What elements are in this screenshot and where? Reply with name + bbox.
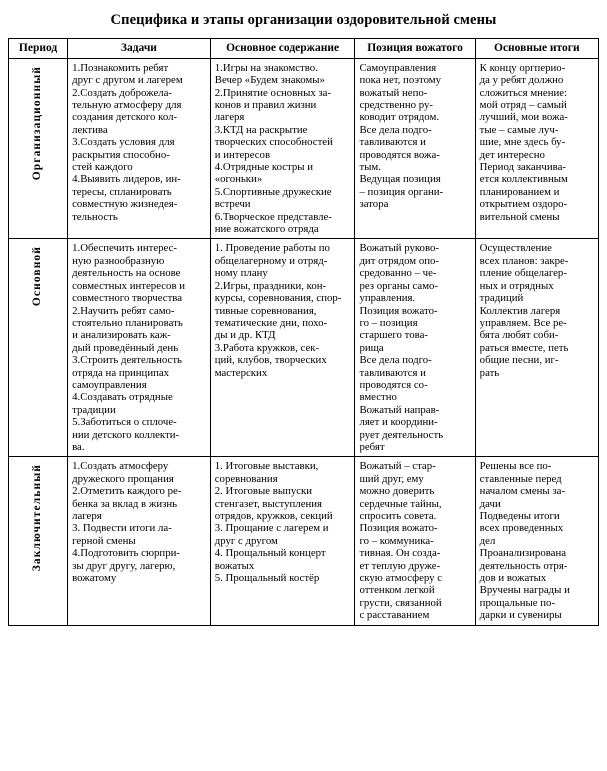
text-line: началом смены за- xyxy=(479,485,566,498)
results-cell xyxy=(475,239,598,457)
text-line: конов и правил жизни xyxy=(214,99,317,111)
text-line: рать xyxy=(479,366,500,379)
text-line: ет теплую друже- xyxy=(359,559,441,572)
period-label: Организационный xyxy=(31,65,44,181)
content-text xyxy=(215,460,351,584)
text-line: ребят xyxy=(359,440,385,453)
tasks-text xyxy=(72,62,206,223)
text-line: 1.Создать атмосферу xyxy=(72,460,169,473)
text-line: 3.Строить деятельность xyxy=(72,354,182,367)
text-line: 4.Создавать отрядные xyxy=(72,391,173,404)
text-line: средованно – че- xyxy=(359,267,437,280)
text-line: совместную жизнедея- xyxy=(72,198,178,211)
content-text xyxy=(215,242,351,378)
text-line: бенка за вклад в жизнь xyxy=(72,497,178,510)
text-line: совместных интересов и xyxy=(72,279,186,292)
text-line: мастерских xyxy=(214,366,268,379)
text-line: ние вожатского отряда xyxy=(214,223,319,236)
text-line: Позиция вожато- xyxy=(359,304,438,317)
text-line: творческих способностей xyxy=(214,136,333,149)
text-line: 1.Познакомить ребят xyxy=(72,61,169,74)
text-line: раскрытия способно- xyxy=(72,148,170,161)
text-line: Период заканчива- xyxy=(479,161,566,174)
table-row xyxy=(9,239,599,457)
position-cell xyxy=(355,58,475,239)
content-cell xyxy=(210,58,355,239)
text-line: самоуправления xyxy=(72,378,147,391)
text-line: ший друг, ему xyxy=(359,472,424,485)
text-line: открытием оздоро- xyxy=(479,198,568,211)
text-line: ва. xyxy=(72,440,85,453)
text-line: ций, клубов, творческих xyxy=(214,354,327,367)
text-line: 1.Обеспечить интерес- xyxy=(72,242,177,255)
text-line: оттенком легкой xyxy=(359,584,435,597)
text-line: 4.Отрядные костры и xyxy=(214,161,314,174)
text-line: лучший, мои вожа- xyxy=(479,111,568,124)
text-line: 5.Заботиться о сплоче- xyxy=(72,416,177,429)
text-line: с расставанием xyxy=(359,609,430,622)
text-line: Вечер «Будем знакомы» xyxy=(214,74,325,87)
text-line: шие, мне здесь бу- xyxy=(479,136,566,149)
text-line: отрядов, кружков, секций xyxy=(214,510,333,522)
text-line: – позиция органи- xyxy=(359,185,444,198)
text-line: дружеского прощания xyxy=(72,472,174,485)
text-line: пление общелагер- xyxy=(479,267,567,280)
text-line: лагеря xyxy=(72,510,102,522)
text-line: бята любят соби- xyxy=(479,329,559,342)
text-line: тельную атмосферу для xyxy=(72,99,182,111)
text-line: 1. Проведение работы по xyxy=(214,242,330,255)
text-line: Решены все по- xyxy=(479,460,552,473)
text-line: 3.Создать условия для xyxy=(72,136,175,149)
text-line: сложиться мнение: xyxy=(479,86,568,99)
content-cell xyxy=(210,457,355,625)
text-line: 5. Прощальный костёр xyxy=(214,572,320,585)
text-line: ному плану xyxy=(214,267,268,280)
text-line: 6.Творческое представле- xyxy=(214,210,332,223)
text-line: да у ребят должно xyxy=(479,74,564,87)
column-header-content: Основное содержание xyxy=(210,38,355,58)
text-line: прощальные по- xyxy=(479,596,556,609)
text-line: 2.Создать доброжела- xyxy=(72,86,173,99)
column-header-position: Позиция вожатого xyxy=(355,38,475,58)
text-line: Вручены награды и xyxy=(479,584,570,597)
text-line: дит отрядом опо- xyxy=(359,254,439,267)
text-line: лектива xyxy=(72,123,108,136)
text-line: деятельность отря- xyxy=(479,559,568,572)
text-line: 5.Спортивные дружеские xyxy=(214,185,332,198)
text-line: дачи xyxy=(479,497,501,510)
text-line: дов и вожатых xyxy=(479,572,547,585)
text-line: создания детского кол- xyxy=(72,111,178,124)
text-line: друг с другом и лагерем xyxy=(72,74,183,87)
text-line: традиции xyxy=(72,403,116,416)
text-line: затора xyxy=(359,198,389,211)
text-line: ководит отрядом. xyxy=(359,111,440,124)
text-line: 2.Научить ребят само- xyxy=(72,304,175,317)
text-line: вожатых xyxy=(214,559,255,572)
text-line: 4. Прощальный концерт xyxy=(214,547,326,560)
tasks-text xyxy=(72,460,206,584)
text-line: управляем. Все ре- xyxy=(479,316,567,329)
text-line: Самоуправления xyxy=(359,61,437,74)
position-cell xyxy=(355,239,475,457)
text-line: Коллектив лагеря xyxy=(479,304,561,317)
column-header-tasks: Задачи xyxy=(68,38,211,58)
text-line: го – коммуника- xyxy=(359,534,434,547)
text-line: Ведущая позиция xyxy=(359,173,441,186)
text-line: вожатый непо- xyxy=(359,86,428,99)
text-line: Все дела подго- xyxy=(359,354,432,367)
text-line: ды и др. КТД xyxy=(214,329,276,342)
text-line: стенгазет, выступления xyxy=(214,497,323,510)
period-cell xyxy=(9,457,68,625)
text-line: вительной смены xyxy=(479,210,560,223)
text-line: дарки и сувениры xyxy=(479,609,562,622)
table-row xyxy=(9,58,599,239)
text-line: Все дела подго- xyxy=(359,123,432,136)
text-line: 2.Отметить каждого ре- xyxy=(72,485,182,498)
text-line: соревнования xyxy=(214,472,278,485)
text-line: лагеря xyxy=(214,111,245,124)
table-body xyxy=(9,58,599,625)
text-line: ную разнообразную xyxy=(72,254,165,267)
text-line: Проанализирована xyxy=(479,547,567,560)
text-line: го – позиция xyxy=(359,316,418,329)
text-line: можно доверить xyxy=(359,485,435,498)
results-cell xyxy=(475,58,598,239)
results-cell xyxy=(475,457,598,625)
schedule-table xyxy=(8,38,599,626)
text-line: ставленные перед xyxy=(479,472,562,485)
text-line: Позиция вожато- xyxy=(359,522,438,535)
period-label: Основной xyxy=(31,246,44,307)
text-line: отряда на принципах xyxy=(72,366,170,379)
period-cell xyxy=(9,58,68,239)
text-line: тивные соревнования, xyxy=(214,304,317,317)
text-line: планированием и xyxy=(479,185,560,198)
tasks-text xyxy=(72,242,206,453)
text-line: совместного творчества xyxy=(72,292,183,305)
text-line: тивная. Он созда- xyxy=(359,547,441,560)
text-line: и интересов xyxy=(214,148,271,161)
text-line: ных и отрядных xyxy=(479,279,554,292)
content-text xyxy=(215,62,351,236)
text-line: спросить совета. xyxy=(359,510,437,522)
text-line: грусти, связанной xyxy=(359,596,442,609)
text-line: рует деятельность xyxy=(359,428,444,441)
text-line: скую атмосферу с xyxy=(359,572,443,585)
text-line: дет интересно xyxy=(479,148,545,161)
text-line: вожатому xyxy=(72,572,117,585)
text-line: Подведены итоги xyxy=(479,510,560,522)
text-line: курсы, соревнования, спор- xyxy=(214,292,342,305)
text-line: тые – самые луч- xyxy=(479,123,559,136)
text-line: нии детского коллекти- xyxy=(72,428,180,441)
text-line: общие песни, иг- xyxy=(479,354,559,367)
text-line: тересы, спланировать xyxy=(72,185,172,198)
text-line: старшего това- xyxy=(359,329,428,342)
tasks-cell xyxy=(68,58,211,239)
position-cell xyxy=(355,457,475,625)
text-line: вместно xyxy=(359,391,397,404)
text-line: герной смены xyxy=(72,534,136,547)
text-line: 3.Работа кружков, сек- xyxy=(214,341,320,354)
results-text xyxy=(480,460,594,621)
results-text xyxy=(480,62,594,223)
text-line: общелагерному и отряд- xyxy=(214,254,328,267)
position-text xyxy=(359,62,470,211)
text-line: рез органы само- xyxy=(359,279,439,292)
text-line: мой отряд – самый xyxy=(479,99,567,111)
text-line: 3. Прощание с лагерем и xyxy=(214,522,329,535)
text-line: сердечные тайны, xyxy=(359,497,442,510)
content-cell xyxy=(210,239,355,457)
text-line: тематические дни, похо- xyxy=(214,316,328,329)
position-text xyxy=(359,242,470,453)
results-text xyxy=(480,242,594,378)
position-text xyxy=(359,460,470,621)
text-line: традиций xyxy=(479,292,524,305)
text-line: 1. Итоговые выставки, xyxy=(214,460,319,473)
text-line: «огоньки» xyxy=(214,173,263,186)
text-line: 3. Подвести итоги ла- xyxy=(72,522,172,535)
text-line: Вожатый руково- xyxy=(359,242,439,255)
text-line: всех проведенных xyxy=(479,522,564,535)
text-line: проводятся со- xyxy=(359,378,428,391)
period-label: Заключительный xyxy=(31,464,44,572)
text-line: Осуществление xyxy=(479,242,552,255)
text-line: 2. Итоговые выпуски xyxy=(214,485,313,498)
text-line: К концу оргперио- xyxy=(479,61,566,74)
table-header-row xyxy=(9,38,599,58)
text-line: Вожатый направ- xyxy=(359,403,440,416)
text-line: встречи xyxy=(214,198,251,211)
text-line: деятельность на основе xyxy=(72,267,181,280)
text-line: раться вместе, петь xyxy=(479,341,569,354)
text-line: 2.Принятие основных за- xyxy=(214,86,332,99)
text-line: 1.Игры на знакомство. xyxy=(214,61,318,74)
text-line: проводятся вожа- xyxy=(359,148,440,161)
text-line: ется коллективным xyxy=(479,173,568,186)
text-line: тавливаются и xyxy=(359,366,426,379)
text-line: дел xyxy=(479,534,496,547)
text-line: пока нет, поэтому xyxy=(359,74,442,87)
text-line: ляет и координи- xyxy=(359,416,438,429)
text-line: тельность xyxy=(72,210,118,223)
text-line: всех планов: закре- xyxy=(479,254,569,267)
text-line: 4.Выявить лидеров, ин- xyxy=(72,173,181,186)
column-header-period: Период xyxy=(9,38,68,58)
text-line: зы друг другу, лагерю, xyxy=(72,559,176,572)
text-line: рища xyxy=(359,341,384,354)
column-header-results: Основные итоги xyxy=(475,38,598,58)
text-line: 2.Игры, праздники, кон- xyxy=(214,279,327,292)
text-line: дый проведённый день xyxy=(72,341,179,354)
text-line: друг с другом xyxy=(214,534,278,547)
text-line: средственно ру- xyxy=(359,99,434,111)
period-cell xyxy=(9,239,68,457)
table-row xyxy=(9,457,599,625)
text-line: 3.КТД на раскрытие xyxy=(214,123,308,136)
page-title: Специфика и этапы организации оздоровительной смены xyxy=(110,12,497,28)
text-line: управления. xyxy=(359,292,416,305)
text-line: тавливаются и xyxy=(359,136,426,149)
text-line: тым. xyxy=(359,161,381,174)
text-line: и анализировать каж- xyxy=(72,329,171,342)
tasks-cell xyxy=(68,457,211,625)
text-line: стоятельно планировать xyxy=(72,316,183,329)
text-line: 4.Подготовить сюрпри- xyxy=(72,547,180,560)
text-line: Вожатый – стар- xyxy=(359,460,436,473)
text-line: стей каждого xyxy=(72,161,133,174)
tasks-cell xyxy=(68,239,211,457)
